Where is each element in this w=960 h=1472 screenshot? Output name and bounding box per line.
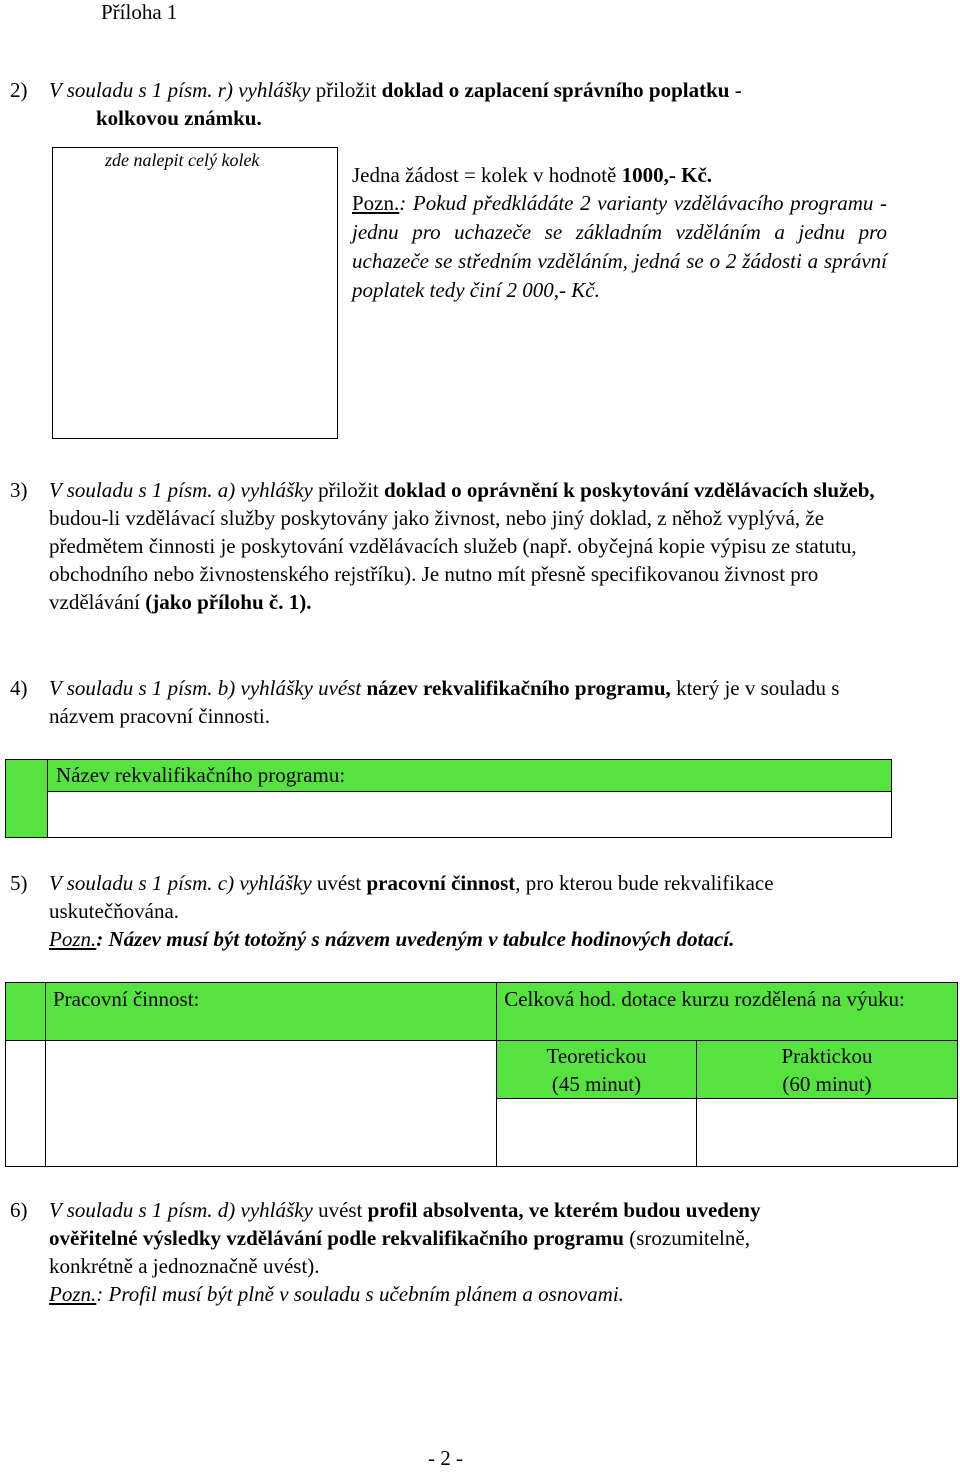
section-5-note xyxy=(49,927,734,951)
section-5-ref: V souladu s 1 písm. c) vyhlášky xyxy=(49,871,312,895)
note-text: : Profil musí být plně v souladu s učebním plánem a osnovami. xyxy=(96,1282,624,1306)
program-name-input[interactable] xyxy=(47,791,892,838)
practice-header xyxy=(696,1040,958,1099)
section-2-text xyxy=(49,76,889,132)
program-table-header-text: Název rekvalifikačního programu: xyxy=(56,763,346,787)
page-title-text: Příloha 1 xyxy=(101,0,178,24)
section-2-tail: - xyxy=(729,78,742,102)
section-6-note xyxy=(49,1282,624,1306)
section-3-body: budou-li vzdělávací služby poskytovány jako živnost, nebo jiný doklad, z něhož vyplývá, že předmětem činnosti je poskytování vzdělávacích služeb (např. obyčejná kopie výpisu ze statutu, obchodního nebo živnostenského rejstříku). Je nutno mít přesně specifikovanou živnost pro vzdělávání xyxy=(49,506,857,614)
section-6-bold: profil absolventa, ve kterém budou uvedeny ověřitelné výsledky vzdělávání podle rekvalifikačního programu xyxy=(49,1198,761,1250)
program-table-left-stripe xyxy=(5,759,48,838)
page-number: - 2 - xyxy=(428,1446,463,1470)
fee-prefix: Jedna žádost = kolek v hodnotě xyxy=(352,163,622,187)
section-6-verb: uvést xyxy=(312,1198,368,1222)
fee-text xyxy=(352,161,887,305)
stamp-label: zde nalepit celý kolek xyxy=(105,150,260,170)
section-number: 3) xyxy=(10,478,28,502)
section-6-ref: V souladu s 1 písm. d) vyhlášky xyxy=(49,1198,313,1222)
section-2-ref: V souladu s 1 písm. r) vyhlášky xyxy=(49,78,311,102)
activity-col-header xyxy=(45,982,497,1041)
section-5-body: , pro kterou bude rekvalifikace uskutečňována. xyxy=(49,871,774,923)
note-text: : Pokud předkládáte 2 varianty vzdělávacího programu - jednu pro uchazeče se základním vzděláním a jednu pro uchazeče se středním vzděláním, jedná se o 2 žádosti a správní poplatek tedy činí 2 000,- Kč. xyxy=(352,191,887,302)
section-4-body: který je v souladu s názvem pracovní činnosti. xyxy=(49,676,840,728)
activity-col-label: Pracovní činnost: xyxy=(53,987,200,1011)
fee-line xyxy=(352,161,887,189)
practice-label-2: (60 minut) xyxy=(782,1072,872,1096)
section-6-body: (srozumitelně, konkrétně a jednoznačně uvést). xyxy=(49,1226,750,1278)
section-3-verb: přiložit xyxy=(312,478,384,502)
program-table-header xyxy=(47,759,892,792)
practice-label-1: Praktickou xyxy=(781,1044,873,1068)
section-number: 2) xyxy=(10,78,28,102)
section-number: 5) xyxy=(10,871,28,895)
section-2-bold-2: kolkovou známku. xyxy=(96,106,262,130)
note-text: : Název musí být totožný s názvem uvedeným v tabulce hodinových dotací. xyxy=(96,927,735,951)
section-3-ref: V souladu s 1 písm. a) vyhlášky xyxy=(49,478,313,502)
section-4-text xyxy=(49,674,884,730)
activity-input[interactable] xyxy=(45,1040,497,1167)
stamp-box[interactable] xyxy=(52,147,338,439)
section-2-verb: přiložit xyxy=(310,78,382,102)
theory-hours-input[interactable] xyxy=(496,1098,697,1167)
section-3-text xyxy=(49,476,879,616)
fee-amount: 1000,- Kč. xyxy=(621,163,713,187)
theory-label-2: (45 minut) xyxy=(551,1072,642,1096)
note-label: Pozn. xyxy=(352,191,400,215)
activity-table-left-stripe xyxy=(5,982,46,1041)
theory-label-1: Teoretickou xyxy=(546,1044,647,1068)
page-title xyxy=(101,0,177,26)
section-3-bold: doklad o oprávnění k poskytování vzdělávacích služeb, xyxy=(384,478,875,502)
note-label: Pozn. xyxy=(49,927,97,951)
fee-note xyxy=(352,189,887,305)
section-5-bold: pracovní činnost xyxy=(366,871,516,895)
section-5-verb: uvést xyxy=(311,871,367,895)
theory-header xyxy=(496,1040,697,1099)
section-number: 6) xyxy=(10,1198,28,1222)
section-2-bold: doklad o zaplacení správního poplatku xyxy=(381,78,730,102)
note-label: Pozn. xyxy=(49,1282,97,1306)
section-number: 4) xyxy=(10,676,28,700)
section-6-text xyxy=(49,1196,839,1308)
section-4-bold: název rekvalifikačního programu, xyxy=(361,676,671,700)
section-5-text xyxy=(49,869,839,953)
hours-col-header xyxy=(496,982,958,1041)
practice-hours-input[interactable] xyxy=(696,1098,958,1167)
activity-table-left-stripe-lower xyxy=(5,1040,46,1167)
section-4-ref: V souladu s 1 písm. b) vyhlášky uvést xyxy=(49,676,362,700)
hours-col-label: Celková hod. dotace kurzu rozdělená na výuku: xyxy=(504,987,905,1011)
section-3-bold-2: (jako přílohu č. 1). xyxy=(145,590,312,614)
